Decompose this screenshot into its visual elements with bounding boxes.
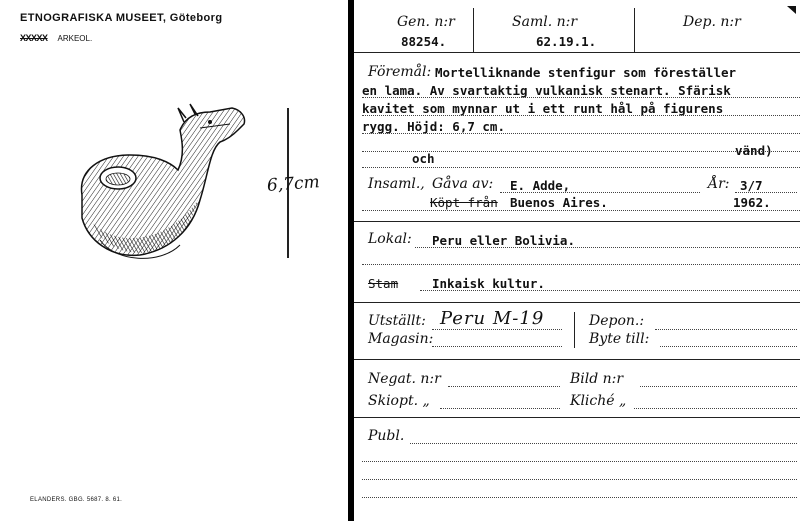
rule bbox=[362, 461, 797, 462]
header-divider-2 bbox=[634, 8, 635, 52]
insaml-year: 1962. bbox=[733, 195, 771, 210]
section-line bbox=[354, 221, 800, 222]
rule bbox=[640, 386, 797, 387]
card-border-left bbox=[348, 0, 354, 521]
rule bbox=[440, 408, 560, 409]
rule bbox=[420, 290, 800, 291]
rule bbox=[634, 408, 797, 409]
lokal-label: Lokal: bbox=[368, 231, 412, 247]
kopt-fran-struck: Köpt från bbox=[430, 195, 498, 210]
gen-nr-label: Gen. n:r bbox=[397, 14, 455, 30]
rule bbox=[432, 346, 562, 347]
foremal-label: Föremål: bbox=[368, 64, 432, 80]
header-divider-1 bbox=[473, 8, 474, 52]
dep-nr-label: Dep. n:r bbox=[683, 14, 741, 30]
corner-mark bbox=[787, 6, 796, 14]
height-measurement: 6,7cm bbox=[266, 172, 321, 196]
rule bbox=[362, 115, 800, 116]
department-name: ARKEOL. bbox=[57, 34, 93, 43]
foremal-line-3: kavitet som mynnar ut i ett runt hål på figurens bbox=[362, 101, 724, 116]
gava-value: E. Adde, bbox=[510, 178, 571, 193]
bild-label: Bild n:r bbox=[570, 371, 624, 387]
byte-label: Byte till: bbox=[589, 331, 650, 347]
saml-nr-value: 62.19.1. bbox=[536, 34, 597, 49]
rule bbox=[362, 97, 800, 98]
header-bottom-line bbox=[354, 52, 800, 53]
magasin-label: Magasin: bbox=[368, 331, 434, 347]
och-text: och bbox=[412, 151, 435, 166]
skiopt-label: Skiopt. „ bbox=[368, 393, 430, 409]
lokal-value: Peru eller Bolivia. bbox=[432, 233, 575, 248]
saml-nr-label: Saml. n:r bbox=[512, 14, 578, 30]
insaml-label: Insaml., bbox=[368, 176, 425, 192]
depon-label: Depon.: bbox=[589, 313, 645, 329]
rule bbox=[415, 247, 800, 248]
rule bbox=[660, 346, 797, 347]
vand-text: vänd) bbox=[735, 143, 773, 158]
rule bbox=[362, 210, 800, 211]
stam-struck: Stam bbox=[368, 276, 399, 291]
negat-label: Negat. n:r bbox=[368, 371, 441, 387]
gen-nr-value: 88254. bbox=[401, 34, 447, 49]
foremal-line-1: Mortelliknande stenfigur som föreställer bbox=[435, 65, 737, 80]
publ-label: Publ. bbox=[368, 428, 405, 444]
rule bbox=[735, 192, 797, 193]
rule bbox=[448, 386, 560, 387]
section-line bbox=[354, 302, 800, 303]
kliche-label: Kliché „ bbox=[570, 393, 627, 409]
department-line bbox=[20, 33, 92, 43]
ar-value: 3/7 bbox=[740, 178, 763, 193]
rule bbox=[655, 329, 797, 330]
rule bbox=[362, 497, 797, 498]
rule bbox=[362, 264, 800, 265]
storage-divider bbox=[574, 312, 575, 348]
llama-mortar-drawing bbox=[60, 100, 260, 280]
rule bbox=[432, 329, 562, 330]
rule bbox=[362, 167, 800, 168]
foremal-line-2: en lama. Av svartaktig vulkanisk stenart. Sfärisk bbox=[362, 83, 731, 98]
ar-label: År: bbox=[708, 176, 730, 192]
rule bbox=[362, 479, 797, 480]
insaml-place: Buenos Aires. bbox=[510, 195, 608, 210]
rule bbox=[410, 443, 797, 444]
rule bbox=[500, 192, 700, 193]
gava-label: Gåva av: bbox=[432, 176, 494, 192]
museum-title: ETNOGRAFISKA MUSEET, Göteborg bbox=[20, 12, 223, 24]
foremal-line-4: rygg. Höjd: 6,7 cm. bbox=[362, 119, 505, 134]
department-struck: XXXXX bbox=[20, 33, 48, 43]
section-line bbox=[354, 417, 800, 418]
section-line bbox=[354, 359, 800, 360]
stam-value: Inkaisk kultur. bbox=[432, 276, 545, 291]
rule bbox=[362, 133, 800, 134]
printer-imprint: ELANDERS. GBG. 5687. 8. 61. bbox=[30, 497, 123, 503]
utstallt-label: Utställt: bbox=[368, 313, 426, 329]
utstallt-value: Peru M-19 bbox=[440, 308, 545, 329]
